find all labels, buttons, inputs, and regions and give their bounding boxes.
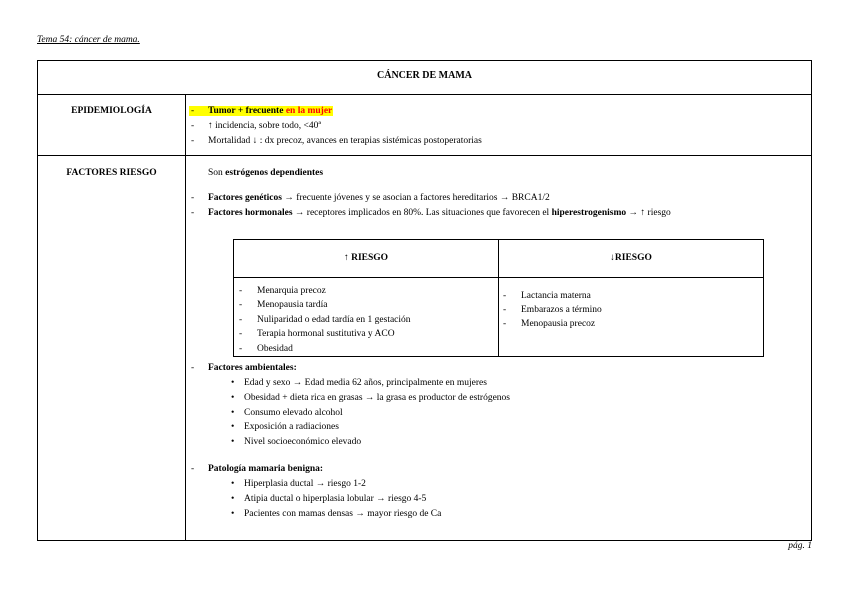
list-item: • Exposición a radiaciones bbox=[244, 420, 811, 435]
benign-list bbox=[208, 477, 811, 522]
factor-list-secondary bbox=[208, 361, 811, 522]
increase-risk-list bbox=[234, 278, 499, 357]
highlight-accent: en la mujer bbox=[285, 105, 333, 116]
list-item: - Menarquia precoz bbox=[257, 284, 498, 299]
summary-table bbox=[37, 60, 812, 541]
environmental-factors bbox=[208, 361, 811, 450]
hormonal-emphasis: hiperestrogenismo bbox=[551, 208, 627, 218]
list-item: • Consumo elevado alcohol bbox=[244, 406, 811, 421]
risk-table-header bbox=[234, 240, 763, 278]
risk-intro-prefix: Son bbox=[208, 168, 223, 178]
table-title: CÁNCER DE MAMA bbox=[38, 61, 811, 95]
risk-table-body bbox=[234, 278, 763, 357]
risk-factors-content bbox=[186, 156, 811, 540]
epidemiology-item: - Mortalidad ↓ : dx precoz, avances en terapias sistémicas postoperatorias bbox=[208, 134, 811, 149]
list-item: • Atipia ductal o hiperplasia lobular → riesgo 4-5 bbox=[244, 492, 811, 507]
highlight-main: Tumor + frecuente bbox=[208, 105, 284, 116]
decrease-risk-list bbox=[499, 278, 763, 357]
genetic-factors bbox=[208, 191, 811, 206]
page-number: pág. 1 bbox=[788, 541, 812, 551]
highlighted-text bbox=[189, 106, 333, 116]
list-item: • Obesidad + dieta rica en grasas → la grasa es productor de estrógenos bbox=[244, 391, 811, 406]
hormonal-result: → ↑ riesgo bbox=[628, 208, 671, 218]
list-item: - Nuliparidad o edad tardía en 1 gestación bbox=[257, 313, 498, 328]
list-item: • Hiperplasia ductal → riesgo 1-2 bbox=[244, 477, 811, 492]
list-item: - Terapia hormonal sustitutiva y ACO bbox=[257, 327, 498, 342]
list-item: • Nivel socioeconómico elevado bbox=[244, 435, 811, 450]
factor-list-primary bbox=[208, 191, 811, 221]
environmental-label: Factores ambientales: bbox=[208, 363, 297, 373]
list-item: - Menopausia precoz bbox=[521, 317, 763, 331]
genetic-term: Factores genéticos bbox=[208, 193, 282, 203]
benign-label: Patología mamaria benigna: bbox=[208, 464, 324, 475]
decrease-risk-header: ↓RIESGO bbox=[610, 253, 652, 263]
epidemiology-item-highlight bbox=[208, 104, 811, 119]
environmental-list bbox=[208, 376, 811, 450]
risk-comparison-table bbox=[233, 239, 764, 357]
list-item: • Edad y sexo → Edad media 62 años, principalmente en mujeres bbox=[244, 376, 811, 391]
risk-intro bbox=[208, 166, 811, 181]
list-item: - Menopausia tardía bbox=[257, 298, 498, 313]
hormonal-factors bbox=[208, 206, 811, 221]
genetic-text: → frecuente jóvenes y se asocian a factores hereditarios → BRCA1/2 bbox=[284, 193, 550, 203]
risk-factors-row bbox=[38, 156, 811, 540]
epidemiology-label: EPIDEMIOLOGÍA bbox=[38, 95, 186, 155]
epidemiology-list bbox=[208, 104, 811, 149]
list-item: - Lactancia materna bbox=[521, 289, 763, 303]
risk-intro-emphasis: estrógenos dependientes bbox=[225, 168, 324, 178]
list-item: - Embarazos a término bbox=[521, 303, 763, 317]
benign-pathology bbox=[208, 462, 811, 522]
epidemiology-row bbox=[38, 95, 811, 156]
hormonal-text: → receptores implicados en 80%. Las situaciones que favorecen el bbox=[294, 208, 550, 218]
list-item: - Obesidad bbox=[257, 342, 498, 357]
epidemiology-item: - ↑ incidencia, sobre todo, <40ª bbox=[208, 119, 811, 134]
topic-heading: Tema 54: cáncer de mama. bbox=[37, 35, 140, 45]
risk-factors-label: FACTORES RIESGO bbox=[38, 156, 186, 540]
list-item: • Pacientes con mamas densas → mayor riesgo de Ca bbox=[244, 507, 811, 522]
hormonal-term: Factores hormonales bbox=[208, 208, 293, 218]
increase-risk-header: ↑ RIESGO bbox=[234, 240, 499, 277]
epidemiology-content bbox=[186, 95, 811, 155]
